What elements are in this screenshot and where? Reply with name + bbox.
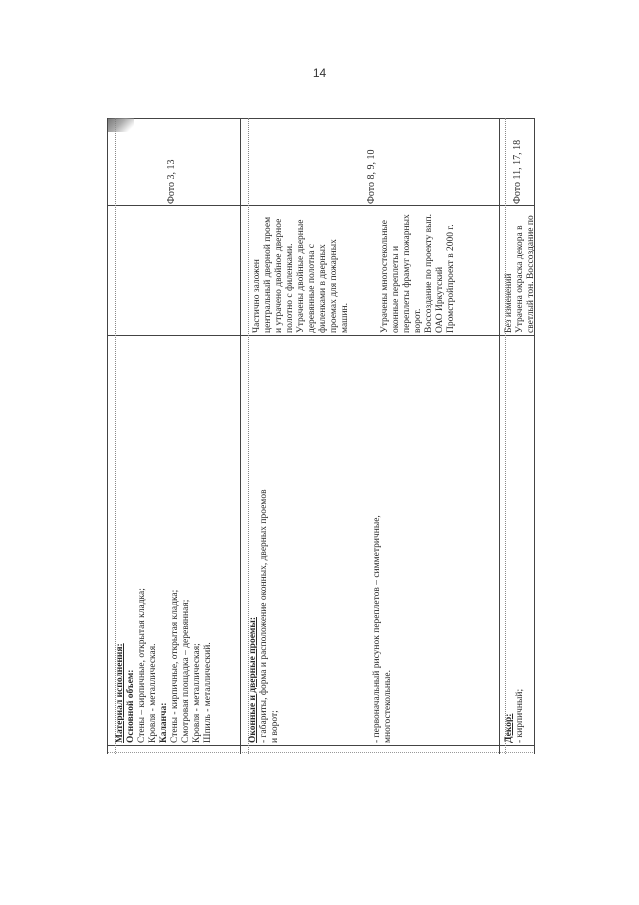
row1-photo-ref: Фото 3, 13 — [166, 159, 177, 204]
changes-line: переплеты фрамуг пожарных — [402, 214, 412, 333]
main-volume-line: Кровля - металлическая. — [148, 643, 158, 743]
changes-line: полотно с филенками. — [285, 243, 295, 333]
row3-photo-ref: Фото 11, 17, 18 — [512, 139, 523, 204]
main-volume-title: Основной объем: — [126, 669, 136, 743]
tower-line: Шпиль - металлический. — [203, 642, 213, 743]
changes-line: Воссоздание по проекту вып. — [424, 214, 434, 333]
openings-item-line: многостекольные. — [383, 670, 393, 743]
changes-line: проемах для пожарных — [329, 239, 339, 333]
scan-smudge — [108, 118, 134, 132]
row2-changes-cell — [244, 207, 484, 335]
changes-line: ОАО Иркутский — [435, 266, 445, 333]
tower-line: Кровля - металлическая; — [192, 643, 202, 743]
openings-heading: Оконные и дверные проемы: — [248, 617, 258, 743]
row1-materials-cell — [113, 337, 238, 745]
changes-line: центральный дверной проем — [263, 216, 273, 333]
changes-line: ворот. — [413, 308, 423, 333]
changes-line: и утрачено двойное дверное — [274, 218, 284, 333]
tower-title: Каланча: — [159, 702, 169, 743]
changes-line: Промстройпроект в 2000 г. — [446, 224, 456, 333]
row2-photo-cell — [360, 120, 390, 206]
openings-item-line: - первоначальный рисунок переплетов – симметричные, — [372, 515, 382, 743]
openings-item-line: - габариты, форма и расположение оконных, дверных проемов — [259, 489, 269, 743]
openings-item-line: и ворот; — [270, 710, 280, 743]
changes-line: Утрачены двойные дверные — [296, 219, 306, 333]
materials-heading: Материал исполнения: — [115, 643, 125, 743]
row3-photo-cell — [508, 120, 534, 206]
changes-line: Без изменений — [504, 273, 514, 333]
tower-line: Стены - кирпичные, открытая кладка; — [170, 589, 180, 743]
decor-heading: Декор: — [504, 713, 514, 743]
row2-openings-cell — [244, 337, 394, 745]
row2-photo-ref: Фото 8, 9, 10 — [366, 149, 377, 204]
changes-line: оконные переплеты и — [391, 245, 401, 333]
changes-line: светлый тон. Воссоздание по — [526, 215, 536, 333]
main-volume-line: Стены – кирпичные, открытая кладка; — [137, 588, 147, 743]
changes-line: Утрачены многостекольные — [380, 219, 390, 333]
page-number: 14 — [312, 66, 327, 80]
row1-photo-cell — [160, 120, 190, 206]
row3-changes-cell — [500, 207, 534, 335]
changes-line: деревянные полотна с — [307, 243, 317, 333]
changes-line: Частично заложен — [252, 259, 262, 333]
changes-line: машин. — [340, 302, 350, 333]
changes-line: Утрачена окраска декора в — [515, 225, 525, 333]
tower-line: Смотровая площадка – деревянная; — [181, 599, 191, 743]
row1-changes-cell — [113, 207, 238, 335]
decor-item: - кирпичный; — [515, 688, 525, 743]
row3-decor-cell — [500, 337, 534, 745]
changes-line: филенками в дверных — [318, 244, 328, 333]
